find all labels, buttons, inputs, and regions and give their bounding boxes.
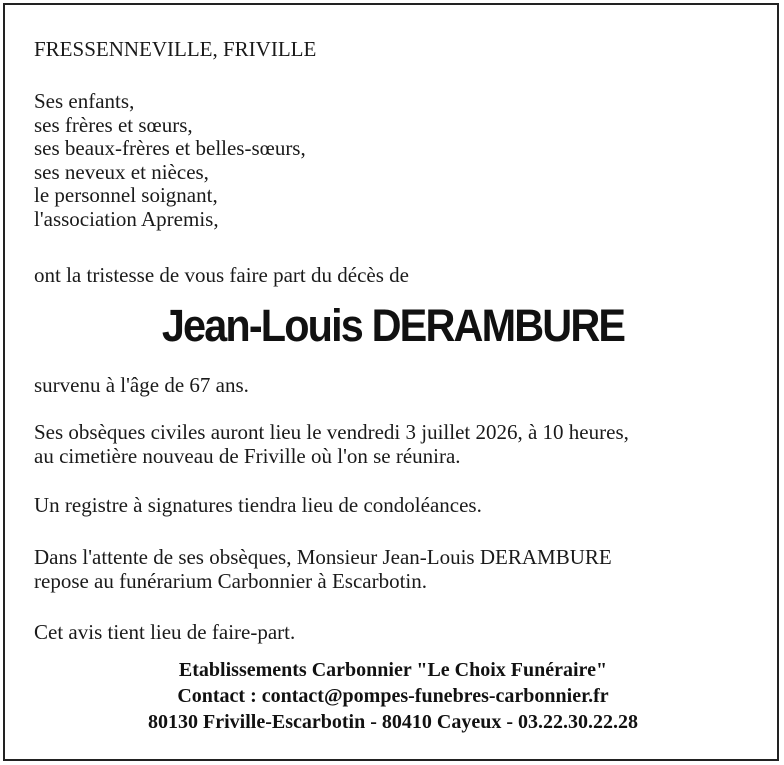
closing-line: Cet avis tient lieu de faire-part.	[34, 620, 296, 644]
family-line: le personnel soignant,	[34, 183, 218, 207]
funeral-line: Ses obsèques civiles auront lieu le vendredi 3 juillet 2026, à 10 heures,	[34, 420, 629, 444]
announcement-intro: ont la tristesse de vous faire part du décès de	[34, 263, 409, 287]
company-name: Etablissements Carbonnier "Le Choix Funéraire"	[178, 659, 608, 681]
repose-line: repose au funérarium Carbonnier à Escarbotin.	[34, 569, 428, 593]
family-line: ses neveux et nièces,	[34, 159, 209, 184]
funeral-line: au cimetière nouveau de Friville où l'on se réunira.	[34, 444, 461, 468]
repose-details	[34, 545, 612, 593]
family-line: Ses enfants,	[34, 89, 135, 113]
locality-heading: FRESSENNEVILLE, FRIVILLE	[34, 37, 317, 61]
family-line: ses frères et sœurs,	[34, 112, 193, 137]
deceased-name: Jean-Louis DERAMBURE	[161, 300, 625, 351]
age-line: survenu à l'âge de 67 ans.	[34, 373, 249, 397]
funeral-home-footer	[5, 657, 781, 735]
registry-line: Un registre à signatures tiendra lieu de condoléances.	[34, 493, 482, 517]
family-line: ses beaux-frères et belles-sœurs,	[34, 136, 306, 160]
address-line: 80130 Friville-Escarbotin - 80410 Cayeux - 03.22.30.22.28	[148, 711, 638, 733]
repose-line: Dans l'attente de ses obsèques, Monsieur Jean-Louis DERAMBURE	[34, 545, 612, 569]
contact-line: Contact : contact@pompes-funebres-carbonnier.fr	[177, 685, 609, 707]
funeral-details	[34, 420, 629, 468]
family-list	[34, 90, 306, 231]
family-line: l'association Apremis,	[34, 206, 219, 231]
obituary-notice	[3, 3, 779, 761]
